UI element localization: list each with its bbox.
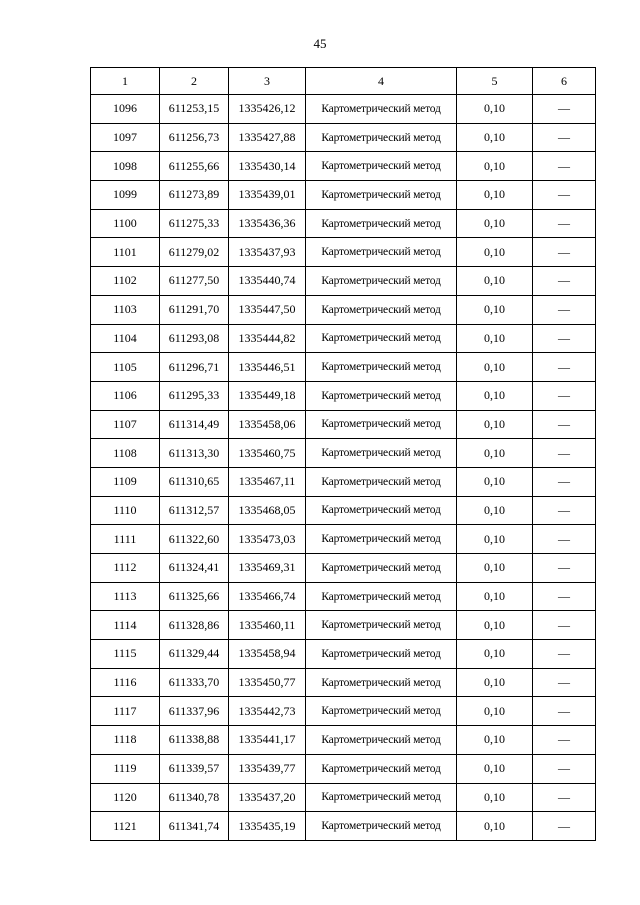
y-coordinate-cell: 1335466,74: [229, 582, 306, 611]
x-coordinate-cell: 611279,02: [160, 238, 229, 267]
accuracy-cell: 0,10: [457, 812, 533, 841]
y-coordinate-cell: 1335469,31: [229, 554, 306, 583]
y-coordinate-cell: 1335441,17: [229, 726, 306, 755]
method-cell: Картометрический метод: [306, 324, 457, 353]
description-cell: —: [533, 467, 596, 496]
method-cell: Картометрический метод: [306, 267, 457, 296]
point-number-cell: 1119: [91, 754, 160, 783]
x-coordinate-cell: 611313,30: [160, 439, 229, 468]
point-number-cell: 1120: [91, 783, 160, 812]
description-cell: —: [533, 754, 596, 783]
point-number-cell: 1111: [91, 525, 160, 554]
description-cell: —: [533, 668, 596, 697]
accuracy-cell: 0,10: [457, 525, 533, 554]
method-cell: Картометрический метод: [306, 209, 457, 238]
table-row: [91, 209, 596, 238]
method-cell: Картометрический метод: [306, 123, 457, 152]
accuracy-cell: 0,10: [457, 697, 533, 726]
table-row: [91, 668, 596, 697]
y-coordinate-cell: 1335426,12: [229, 95, 306, 124]
point-number-cell: 1104: [91, 324, 160, 353]
table-row: [91, 640, 596, 669]
table-row: [91, 267, 596, 296]
x-coordinate-cell: 611314,49: [160, 410, 229, 439]
y-coordinate-cell: 1335450,77: [229, 668, 306, 697]
accuracy-cell: 0,10: [457, 640, 533, 669]
method-cell: Картометрический метод: [306, 640, 457, 669]
method-cell: Картометрический метод: [306, 554, 457, 583]
table-row: [91, 152, 596, 181]
y-coordinate-cell: 1335427,88: [229, 123, 306, 152]
table-row: [91, 496, 596, 525]
x-coordinate-cell: 611325,66: [160, 582, 229, 611]
accuracy-cell: 0,10: [457, 181, 533, 210]
point-number-cell: 1096: [91, 95, 160, 124]
method-cell: Картометрический метод: [306, 668, 457, 697]
y-coordinate-cell: 1335437,93: [229, 238, 306, 267]
description-cell: —: [533, 525, 596, 554]
x-coordinate-cell: 611275,33: [160, 209, 229, 238]
x-coordinate-cell: 611295,33: [160, 381, 229, 410]
table-row: [91, 181, 596, 210]
description-cell: —: [533, 582, 596, 611]
point-number-cell: 1110: [91, 496, 160, 525]
method-cell: Картометрический метод: [306, 353, 457, 382]
header-row: [91, 68, 596, 95]
point-number-cell: 1102: [91, 267, 160, 296]
table-row: [91, 812, 596, 841]
accuracy-cell: 0,10: [457, 95, 533, 124]
y-coordinate-cell: 1335460,11: [229, 611, 306, 640]
header-cell-col4: 4: [306, 68, 457, 95]
y-coordinate-cell: 1335435,19: [229, 812, 306, 841]
point-number-cell: 1116: [91, 668, 160, 697]
x-coordinate-cell: 611312,57: [160, 496, 229, 525]
header-cell-col2: 2: [160, 68, 229, 95]
point-number-cell: 1121: [91, 812, 160, 841]
method-cell: Картометрический метод: [306, 410, 457, 439]
x-coordinate-cell: 611310,65: [160, 467, 229, 496]
y-coordinate-cell: 1335449,18: [229, 381, 306, 410]
table-row: [91, 238, 596, 267]
point-number-cell: 1113: [91, 582, 160, 611]
description-cell: —: [533, 439, 596, 468]
accuracy-cell: 0,10: [457, 496, 533, 525]
accuracy-cell: 0,10: [457, 467, 533, 496]
page-number: 45: [313, 36, 327, 51]
method-cell: Картометрический метод: [306, 582, 457, 611]
x-coordinate-cell: 611337,96: [160, 697, 229, 726]
accuracy-cell: 0,10: [457, 554, 533, 583]
coordinates-table: [90, 67, 596, 841]
description-cell: —: [533, 812, 596, 841]
method-cell: Картометрический метод: [306, 726, 457, 755]
accuracy-cell: 0,10: [457, 410, 533, 439]
method-cell: Картометрический метод: [306, 381, 457, 410]
header-cell-col6: 6: [533, 68, 596, 95]
description-cell: —: [533, 410, 596, 439]
accuracy-cell: 0,10: [457, 324, 533, 353]
accuracy-cell: 0,10: [457, 353, 533, 382]
x-coordinate-cell: 611341,74: [160, 812, 229, 841]
table-row: [91, 123, 596, 152]
x-coordinate-cell: 611253,15: [160, 95, 229, 124]
method-cell: Картометрический метод: [306, 525, 457, 554]
table-row: [91, 353, 596, 382]
method-cell: Картометрический метод: [306, 697, 457, 726]
point-number-cell: 1115: [91, 640, 160, 669]
table-row: [91, 95, 596, 124]
header-cell-col5: 5: [457, 68, 533, 95]
table-row: [91, 697, 596, 726]
method-cell: Картометрический метод: [306, 181, 457, 210]
description-cell: —: [533, 95, 596, 124]
header-cell-col1: 1: [91, 68, 160, 95]
table-row: [91, 582, 596, 611]
x-coordinate-cell: 611256,73: [160, 123, 229, 152]
accuracy-cell: 0,10: [457, 439, 533, 468]
accuracy-cell: 0,10: [457, 754, 533, 783]
description-cell: —: [533, 783, 596, 812]
accuracy-cell: 0,10: [457, 381, 533, 410]
table-body: [91, 95, 596, 841]
method-cell: Картометрический метод: [306, 439, 457, 468]
table-row: [91, 410, 596, 439]
table-row: [91, 754, 596, 783]
x-coordinate-cell: 611339,57: [160, 754, 229, 783]
description-cell: —: [533, 554, 596, 583]
method-cell: Картометрический метод: [306, 496, 457, 525]
table-row: [91, 726, 596, 755]
accuracy-cell: 0,10: [457, 726, 533, 755]
y-coordinate-cell: 1335468,05: [229, 496, 306, 525]
header-cell-col3: 3: [229, 68, 306, 95]
description-cell: —: [533, 697, 596, 726]
accuracy-cell: 0,10: [457, 611, 533, 640]
accuracy-cell: 0,10: [457, 267, 533, 296]
description-cell: —: [533, 295, 596, 324]
table-row: [91, 295, 596, 324]
y-coordinate-cell: 1335436,36: [229, 209, 306, 238]
accuracy-cell: 0,10: [457, 295, 533, 324]
description-cell: —: [533, 353, 596, 382]
description-cell: —: [533, 267, 596, 296]
table-row: [91, 611, 596, 640]
y-coordinate-cell: 1335439,77: [229, 754, 306, 783]
description-cell: —: [533, 726, 596, 755]
point-number-cell: 1099: [91, 181, 160, 210]
table-row: [91, 525, 596, 554]
x-coordinate-cell: 611322,60: [160, 525, 229, 554]
description-cell: —: [533, 152, 596, 181]
point-number-cell: 1103: [91, 295, 160, 324]
x-coordinate-cell: 611333,70: [160, 668, 229, 697]
accuracy-cell: 0,10: [457, 152, 533, 181]
x-coordinate-cell: 611296,71: [160, 353, 229, 382]
y-coordinate-cell: 1335446,51: [229, 353, 306, 382]
accuracy-cell: 0,10: [457, 783, 533, 812]
point-number-cell: 1107: [91, 410, 160, 439]
x-coordinate-cell: 611277,50: [160, 267, 229, 296]
method-cell: Картометрический метод: [306, 611, 457, 640]
y-coordinate-cell: 1335460,75: [229, 439, 306, 468]
method-cell: Картометрический метод: [306, 95, 457, 124]
table-row: [91, 467, 596, 496]
y-coordinate-cell: 1335442,73: [229, 697, 306, 726]
y-coordinate-cell: 1335458,94: [229, 640, 306, 669]
table-row: [91, 783, 596, 812]
point-number-cell: 1108: [91, 439, 160, 468]
method-cell: Картометрический метод: [306, 152, 457, 181]
point-number-cell: 1100: [91, 209, 160, 238]
x-coordinate-cell: 611340,78: [160, 783, 229, 812]
method-cell: Картометрический метод: [306, 812, 457, 841]
x-coordinate-cell: 611328,86: [160, 611, 229, 640]
accuracy-cell: 0,10: [457, 209, 533, 238]
description-cell: —: [533, 238, 596, 267]
x-coordinate-cell: 611293,08: [160, 324, 229, 353]
y-coordinate-cell: 1335444,82: [229, 324, 306, 353]
x-coordinate-cell: 611329,44: [160, 640, 229, 669]
x-coordinate-cell: 611273,89: [160, 181, 229, 210]
y-coordinate-cell: 1335447,50: [229, 295, 306, 324]
description-cell: —: [533, 611, 596, 640]
description-cell: —: [533, 181, 596, 210]
y-coordinate-cell: 1335430,14: [229, 152, 306, 181]
method-cell: Картометрический метод: [306, 754, 457, 783]
point-number-cell: 1098: [91, 152, 160, 181]
y-coordinate-cell: 1335458,06: [229, 410, 306, 439]
description-cell: —: [533, 496, 596, 525]
point-number-cell: 1114: [91, 611, 160, 640]
point-number-cell: 1097: [91, 123, 160, 152]
point-number-cell: 1118: [91, 726, 160, 755]
point-number-cell: 1109: [91, 467, 160, 496]
description-cell: —: [533, 123, 596, 152]
description-cell: —: [533, 324, 596, 353]
method-cell: Картометрический метод: [306, 238, 457, 267]
description-cell: —: [533, 209, 596, 238]
description-cell: —: [533, 640, 596, 669]
y-coordinate-cell: 1335439,01: [229, 181, 306, 210]
x-coordinate-cell: 611324,41: [160, 554, 229, 583]
table-header: [91, 68, 596, 95]
table-row: [91, 439, 596, 468]
accuracy-cell: 0,10: [457, 123, 533, 152]
point-number-cell: 1105: [91, 353, 160, 382]
accuracy-cell: 0,10: [457, 582, 533, 611]
y-coordinate-cell: 1335437,20: [229, 783, 306, 812]
y-coordinate-cell: 1335473,03: [229, 525, 306, 554]
y-coordinate-cell: 1335440,74: [229, 267, 306, 296]
accuracy-cell: 0,10: [457, 668, 533, 697]
x-coordinate-cell: 611338,88: [160, 726, 229, 755]
method-cell: Картометрический метод: [306, 783, 457, 812]
method-cell: Картометрический метод: [306, 467, 457, 496]
point-number-cell: 1117: [91, 697, 160, 726]
x-coordinate-cell: 611291,70: [160, 295, 229, 324]
accuracy-cell: 0,10: [457, 238, 533, 267]
method-cell: Картометрический метод: [306, 295, 457, 324]
description-cell: —: [533, 381, 596, 410]
y-coordinate-cell: 1335467,11: [229, 467, 306, 496]
x-coordinate-cell: 611255,66: [160, 152, 229, 181]
table-row: [91, 381, 596, 410]
table-row: [91, 324, 596, 353]
point-number-cell: 1112: [91, 554, 160, 583]
point-number-cell: 1101: [91, 238, 160, 267]
table-row: [91, 554, 596, 583]
point-number-cell: 1106: [91, 381, 160, 410]
